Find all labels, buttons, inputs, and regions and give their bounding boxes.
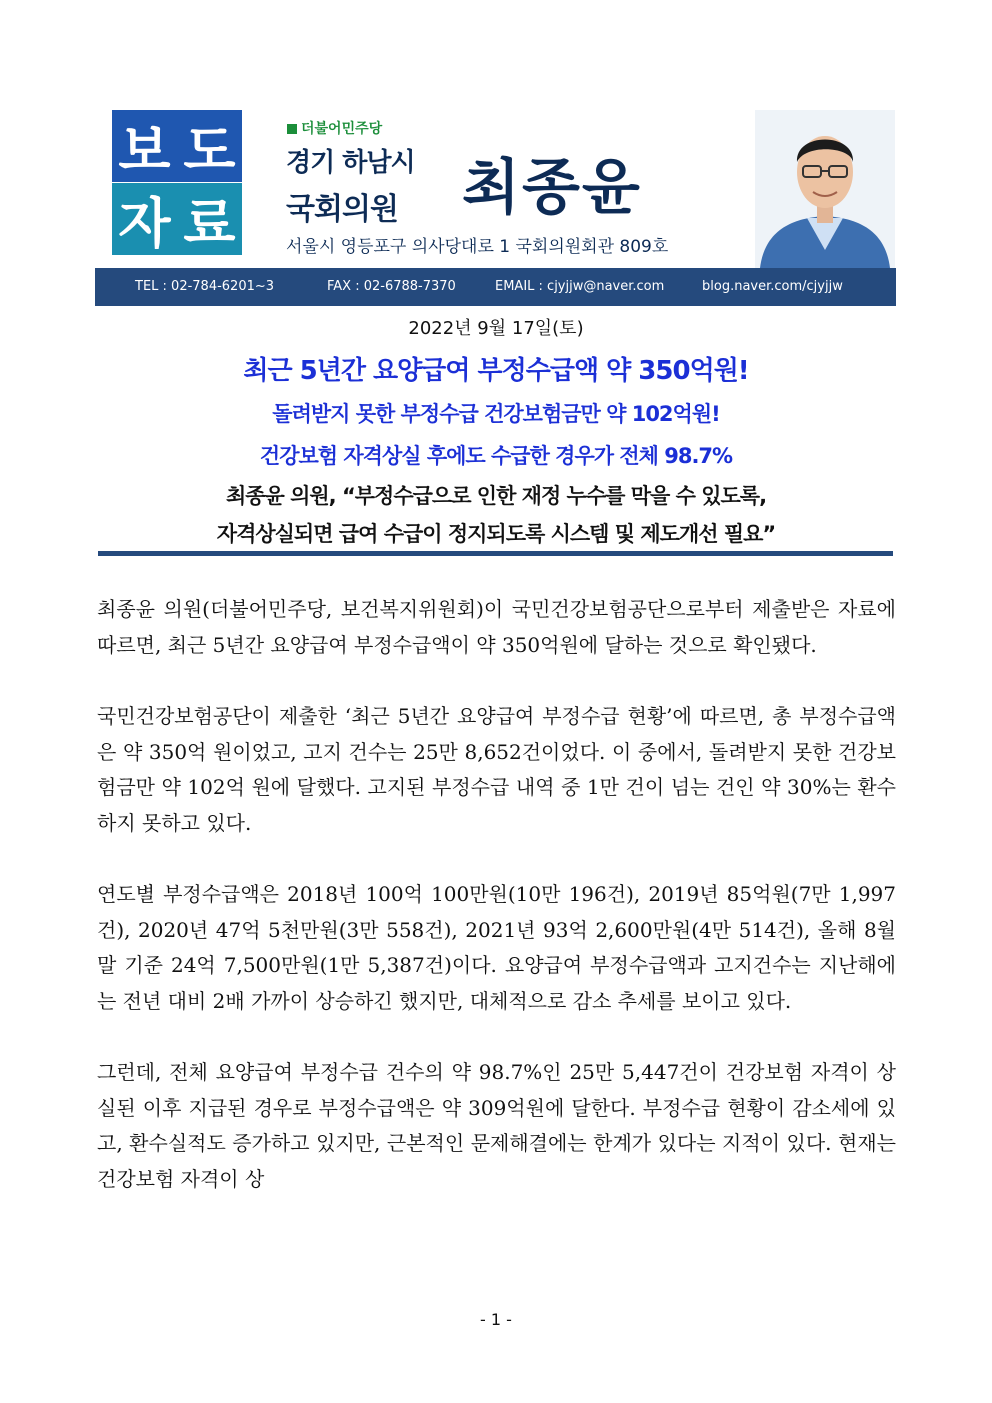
role-label: 국회의원 [286,192,398,227]
page-number: - 1 - [480,1310,512,1329]
quote-line: 최종윤 의원, “부정수급으로 인한 재정 누수를 막을 수 있도록, [225,484,767,508]
contact-bar [95,268,896,306]
badge-char: 보 [112,110,177,182]
paragraph: 그런데, 전체 요양급여 부정수급 건수의 약 98.7%인 25만 5,447건이 건강보험 자격이 상실된 이후 지급된 경우로 부정수급액은 약 309억원에 달한다. 부정수급 현황이 감소세에 있고, 환수실적도 증가하고 있지만, 근본적인 문제해결에는 한계가 있다는 지적이 있다. 현재는 건강보험 자격이 상 [97,1060,896,1191]
badge-char: 자 [112,183,177,255]
party-logo [287,118,382,138]
article-body [97,592,896,1233]
divider [98,551,893,556]
paragraph: 최종윤 의원(더불어민주당, 보건복지위원회)이 국민건강보험공단으로부터 제출받은 자료에 따르면, 최근 5년간 요양급여 부정수급액이 약 350억원에 달하는 것으로 확인됐다. [97,597,896,657]
badge-char: 료 [177,183,242,255]
party-name: 더불어민주당 [301,121,383,137]
press-release-badge [112,110,242,255]
office-address: 서울시 영등포구 의사당대로 1 국회의원회관 809호 [286,237,669,257]
subheadline: 돌려받지 못한 부정수급 건강보험금만 약 102억원! [272,402,720,426]
badge-char: 도 [177,110,242,182]
quote-line: 자격상실되면 급여 수급이 정지되도록 시스템 및 제도개선 필요” [216,522,776,546]
headline: 최근 5년간 요양급여 부정수급액 약 350억원! [243,356,749,386]
contact-email[interactable]: EMAIL : cjyjjw@naver.com [495,279,665,294]
portrait-photo [755,110,895,268]
release-date: 2022년 9월 17일(토) [408,318,584,339]
paragraph: 연도별 부정수급액은 2018년 100억 100만원(10만 196건), 2019년 85억원(7만 1,997건), 2020년 47억 5천만원(3만 558건), 2021년 93억 2,600만원(4만 514건), 올해 8월말 기준 24억 7,500만원(1만 5,387건)이다. 요양급여 부정수급액과 고지건수는 지난해에는 전년 대비 2배 가까이 상승하긴 했지만, 대체적으로 감소 추세를 보이고 있다. [97,882,896,1013]
contact-tel: TEL : 02-784-6201~3 [135,279,275,294]
paragraph: 국민건강보험공단이 제출한 ‘최근 5년간 요양급여 부정수급 현황’에 따르면, 총 부정수급액은 약 350억 원이었고, 고지 건수는 25만 8,652건이었다. 이 중에서, 돌려받지 못한 건강보험금만 약 102억 원에 달했다. 고지된 부정수급 내역 중 1만 건이 넘는 건인 약 30%는 환수하지 못하고 있다. [97,704,896,835]
contact-blog[interactable]: blog.naver.com/cjyjjw [702,279,843,294]
subheadline: 건강보험 자격상실 후에도 수급한 경우가 전체 98.7% [259,444,733,468]
region-label: 경기 하남시 [286,148,415,178]
party-mark-icon [287,124,297,134]
legislator-name: 최종윤 [462,153,642,223]
contact-fax: FAX : 02-6788-7370 [327,279,456,294]
